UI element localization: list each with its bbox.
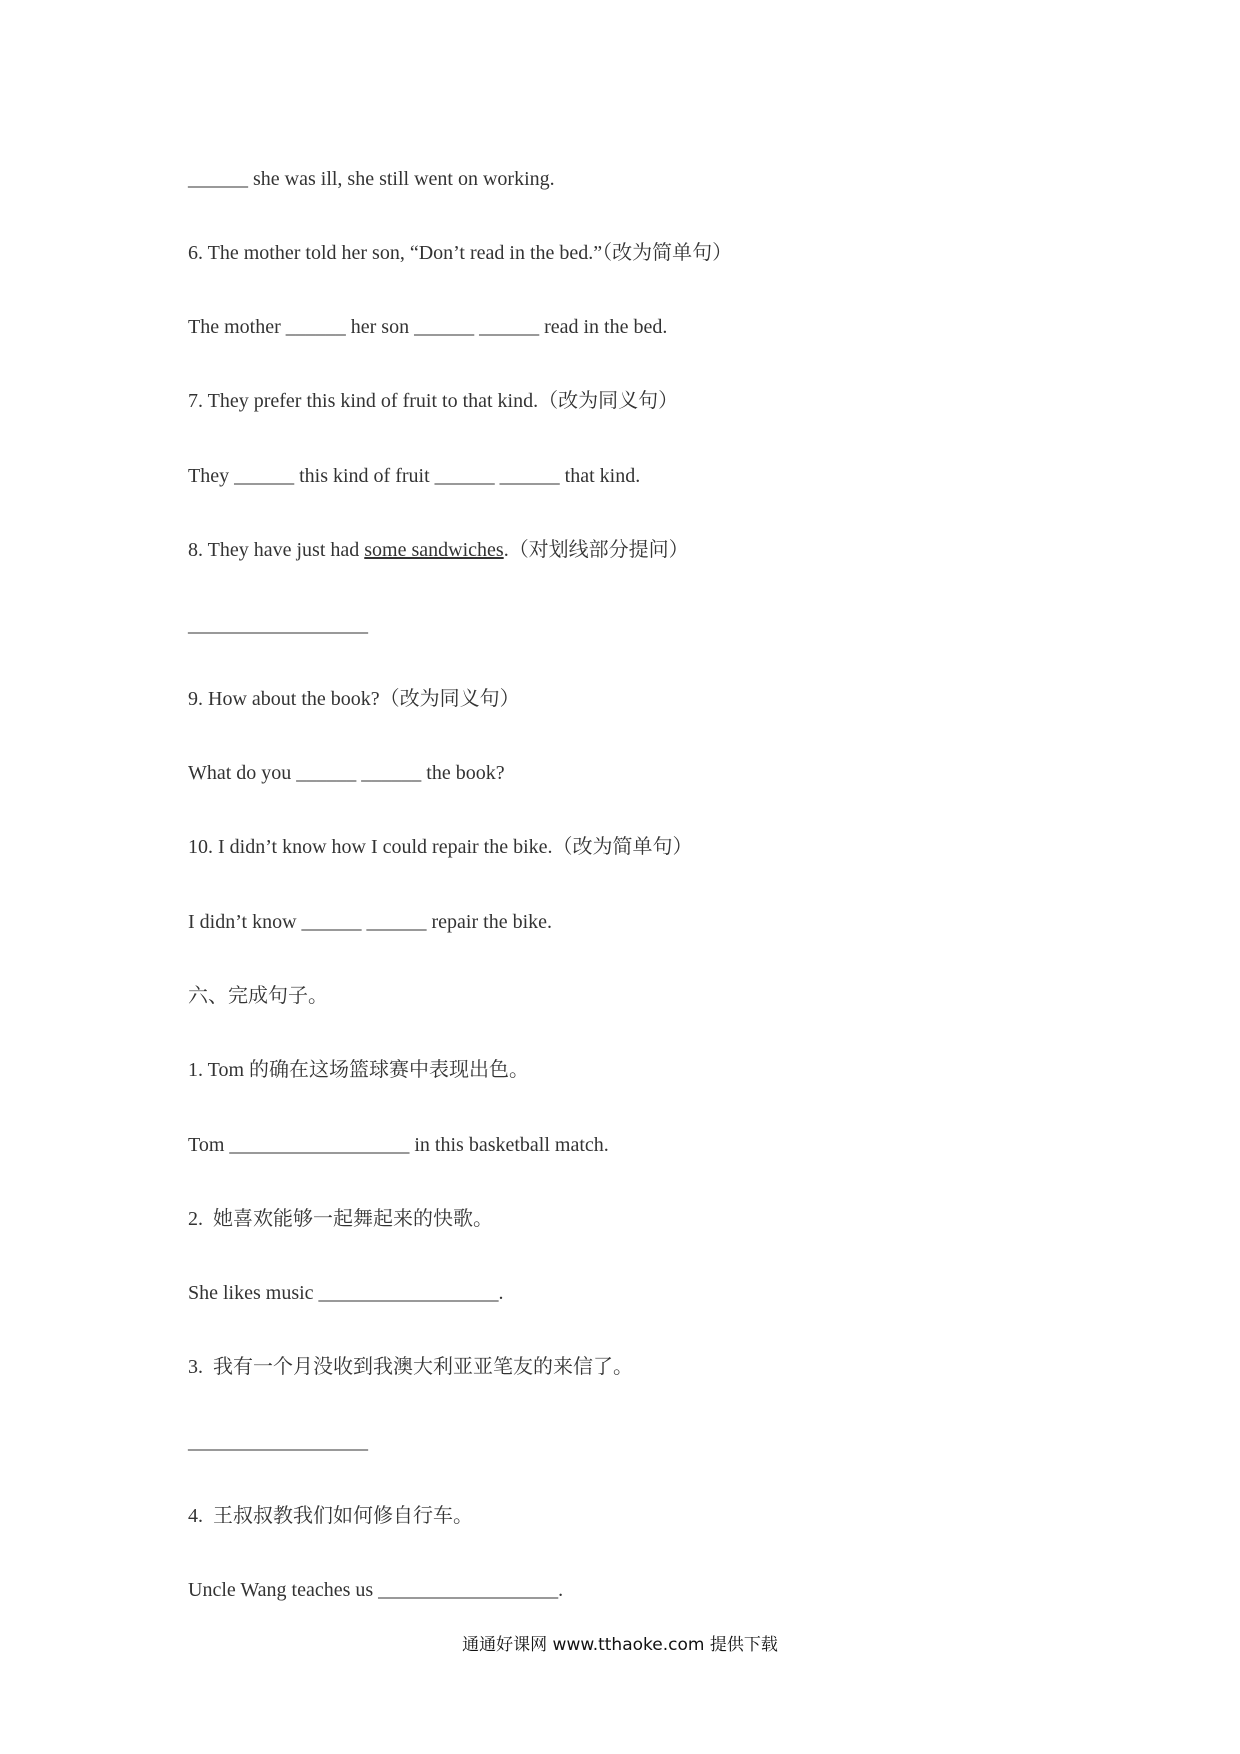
sentence-2: 2. 她喜欢能够一起舞起来的快歌。 — [188, 1208, 493, 1230]
answer-10: I didn’t know ______ ______ repair the bike. — [188, 911, 553, 933]
question-8 — [188, 537, 689, 563]
answer-s3-blank: __________________ — [188, 1431, 368, 1453]
question-9: 9. How about the book?（改为同义句） — [188, 688, 520, 710]
answer-6: The mother ______ her son ______ ______ read in the bed. — [188, 316, 668, 338]
answer-7: They ______ this kind of fruit ______ ______ that kind. — [188, 465, 641, 487]
sentence-1: 1. Tom 的确在这场篮球赛中表现出色。 — [188, 1059, 530, 1081]
line-1: ______ she was ill, she still went on working. — [188, 168, 555, 190]
question-8-before: 8. They have just had — [188, 539, 365, 561]
answer-8-blank: __________________ — [188, 614, 368, 636]
answer-9: What do you ______ ______ the book? — [188, 762, 505, 784]
answer-s1: Tom __________________ in this basketball match. — [188, 1134, 609, 1156]
sentence-4: 4. 王叔叔教我们如何修自行车。 — [188, 1505, 473, 1527]
section-six-heading: 六、完成句子。 — [188, 985, 328, 1007]
question-10: 10. I didn’t know how I could repair the bike.（改为简单句） — [188, 836, 693, 858]
question-7: 7. They prefer this kind of fruit to that kind.（改为同义句） — [188, 390, 679, 412]
question-6: 6. The mother told her son, “Don’t read in the bed.”（改为简单句） — [188, 242, 733, 264]
answer-s4: Uncle Wang teaches us __________________. — [188, 1579, 564, 1601]
question-8-underlined: some sandwiches — [364, 539, 504, 561]
footer: 通通好课网 www.tthaoke.com 提供下载 — [462, 1635, 778, 1655]
question-8-after: .（对划线部分提问） — [503, 539, 689, 561]
answer-s2: She likes music __________________. — [188, 1282, 504, 1304]
sentence-3: 3. 我有一个月没收到我澳大利亚亚笔友的来信了。 — [188, 1356, 633, 1378]
